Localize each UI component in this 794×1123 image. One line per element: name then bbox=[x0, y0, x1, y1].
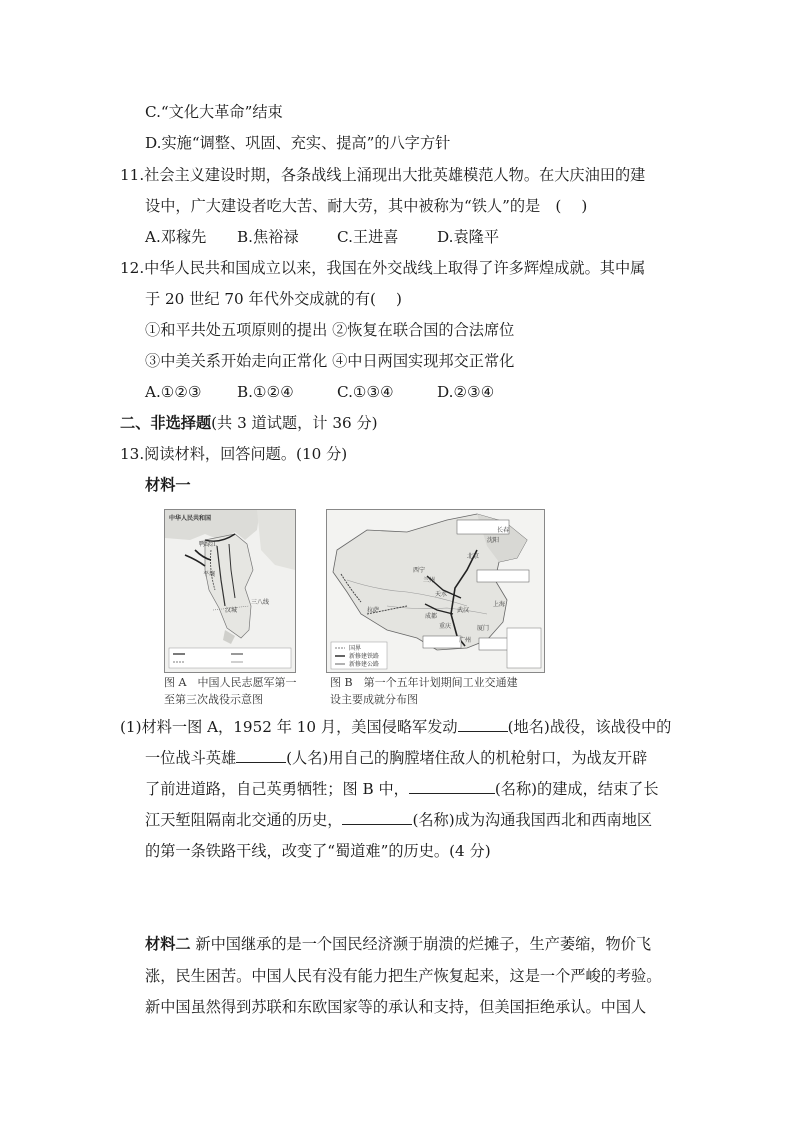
q13-sub1-text: (地名)战役，该战役中的 bbox=[507, 718, 672, 736]
q11-option-c: C.王进喜 bbox=[337, 228, 399, 246]
fig-b-city-lhasa: 拉萨 bbox=[367, 607, 380, 614]
fig-b-legend-railway: 新修建铁路 bbox=[349, 653, 380, 660]
q13-sub1-line5: 的第一条铁路干线，改变了“蜀道难”的历史。(4 分) bbox=[145, 842, 491, 860]
fig-b-city-shenyang: 沈阳 bbox=[487, 537, 500, 544]
fig-b-city-guangzhou: 广州 bbox=[459, 637, 472, 644]
q13-sub1-text: (人名)用自己的胸膛堵住敌人的机枪射口，为战友开辟 bbox=[286, 749, 648, 767]
q11-stem-line2: 设中，广大建设者吃大苦、耐大劳，其中被称为“铁人”的是 ( ) bbox=[145, 197, 588, 215]
fig-b-city-chengdu: 成都 bbox=[425, 613, 438, 620]
q11-option-d: D.袁隆平 bbox=[437, 228, 500, 246]
answer-blank-bridge[interactable] bbox=[409, 779, 495, 794]
q13-sub1-text: (1)材料一图 A，1952 年 10 月，美国侵略军发动 bbox=[120, 718, 458, 736]
fig-a-label-yalu: 鸭绿江 bbox=[199, 541, 218, 548]
fig-b-city-lanzhou: 兰州 bbox=[423, 577, 436, 584]
fig-b-city-chongqing: 重庆 bbox=[439, 623, 452, 630]
q12-option-b: B.①②④ bbox=[237, 383, 294, 401]
q11-stem-line1: 11.社会主义建设时期，各条战线上涌现出大批英雄模范人物。在大庆油田的建 bbox=[120, 166, 646, 184]
fig-b-legend-highway: 新修建公路 bbox=[349, 661, 380, 668]
q13-sub1-text: (名称)的建成，结束了长 bbox=[494, 780, 659, 798]
section-note: (共 3 道试题，计 36 分) bbox=[211, 414, 378, 432]
q12-option-a: A.①②③ bbox=[145, 383, 202, 401]
q12-items-line1: ①和平共处五项原则的提出 ②恢复在联合国的合法席位 bbox=[145, 321, 515, 339]
q13-sub1-text: 了前进道路，自己英勇牺牲；图 B 中， bbox=[145, 780, 409, 798]
q13-sub1-line1 bbox=[120, 717, 671, 737]
korea-war-map-image bbox=[165, 510, 295, 672]
fig-b-city-changchun: 长春 bbox=[497, 527, 510, 534]
material2-line2: 涨，民生困苦。中国人民有没有能力把生产恢复起来，这是一个严峻的考验。 bbox=[145, 967, 662, 985]
material2-line3: 新中国虽然得到苏联和东欧国家等的承认和支持，但美国拒绝承认。中国人 bbox=[145, 998, 647, 1016]
section-title: 二、非选择题 bbox=[120, 414, 212, 432]
fig-b-city-tianshui: 天水 bbox=[435, 591, 448, 598]
q13-sub1-line3 bbox=[145, 779, 659, 799]
q12-option-d: D.②③④ bbox=[437, 383, 495, 401]
figure-a-caption-line1: 图 A 中国人民志愿军第一 bbox=[164, 676, 297, 689]
q13-sub1-text: 一位战斗英雄 bbox=[145, 749, 237, 767]
q12-items-line2: ③中美关系开始走向正常化 ④中日两国实现邦交正常化 bbox=[145, 352, 515, 370]
china-industry-map-image bbox=[327, 510, 544, 672]
fig-b-city-xining: 西宁 bbox=[413, 567, 426, 574]
figure-b-caption-line2: 设主要成就分布图 bbox=[330, 693, 418, 706]
fig-a-label-38th: 三八线 bbox=[251, 599, 270, 606]
fig-a-label-seoul: 汉城 bbox=[225, 607, 238, 614]
q13-sub1-line2 bbox=[145, 748, 647, 768]
q11-option-a: A.邓稼先 bbox=[145, 228, 207, 246]
q12-option-c: C.①③④ bbox=[337, 383, 394, 401]
material2-text: 新中国继承的是一个国民经济濒于崩溃的烂摊子，生产萎缩，物价飞 bbox=[190, 935, 652, 953]
fig-b-city-wuhan: 武汉 bbox=[457, 607, 470, 614]
q13-sub1-text: (名称)成为沟通我国西北和西南地区 bbox=[412, 811, 653, 829]
fig-b-city-shanghai: 上海 bbox=[493, 601, 506, 608]
q10-option-c: C.“文化大革命”结束 bbox=[145, 103, 283, 121]
figure-a-caption-line2: 至第三次战役示意图 bbox=[164, 693, 263, 706]
fig-a-map-title: 中华人民共和国 bbox=[169, 515, 212, 522]
section-heading bbox=[120, 413, 378, 433]
material2-line1 bbox=[145, 934, 651, 954]
answer-blank-hero[interactable] bbox=[236, 748, 286, 763]
figure-a-map bbox=[164, 509, 296, 673]
fig-b-city-beijing: 北京 bbox=[467, 553, 480, 560]
figure-b-caption-line1: 图 B 第一个五年计划期间工业交通建 bbox=[330, 676, 518, 689]
q12-stem-line2: 于 20 世纪 70 年代外交成就的有( ) bbox=[145, 290, 402, 308]
figure-b-map bbox=[326, 509, 545, 673]
q11-option-b: B.焦裕禄 bbox=[237, 228, 299, 246]
material1-label: 材料一 bbox=[145, 476, 191, 494]
q13-stem: 13.阅读材料，回答问题。(10 分) bbox=[120, 445, 348, 463]
q13-sub1-line4 bbox=[145, 810, 652, 830]
q11-options bbox=[145, 227, 499, 247]
q10-option-d: D.实施“调整、巩固、充实、提高”的八字方针 bbox=[145, 134, 451, 152]
q12-stem-line1: 12.中华人民共和国成立以来，我国在外交战线上取得了许多辉煌成就。其中属 bbox=[120, 259, 646, 277]
answer-blank-railway[interactable] bbox=[342, 810, 412, 825]
fig-a-label-pyongyang: 平壤 bbox=[203, 571, 216, 578]
fig-b-legend-border: 国界 bbox=[349, 645, 362, 652]
material2-label: 材料二 bbox=[145, 935, 191, 953]
answer-blank-battle[interactable] bbox=[458, 717, 508, 732]
q12-options bbox=[145, 382, 494, 402]
fig-b-city-xiamen: 厦门 bbox=[477, 625, 490, 632]
q13-sub1-text: 江天堑阻隔南北交通的历史， bbox=[145, 811, 343, 829]
